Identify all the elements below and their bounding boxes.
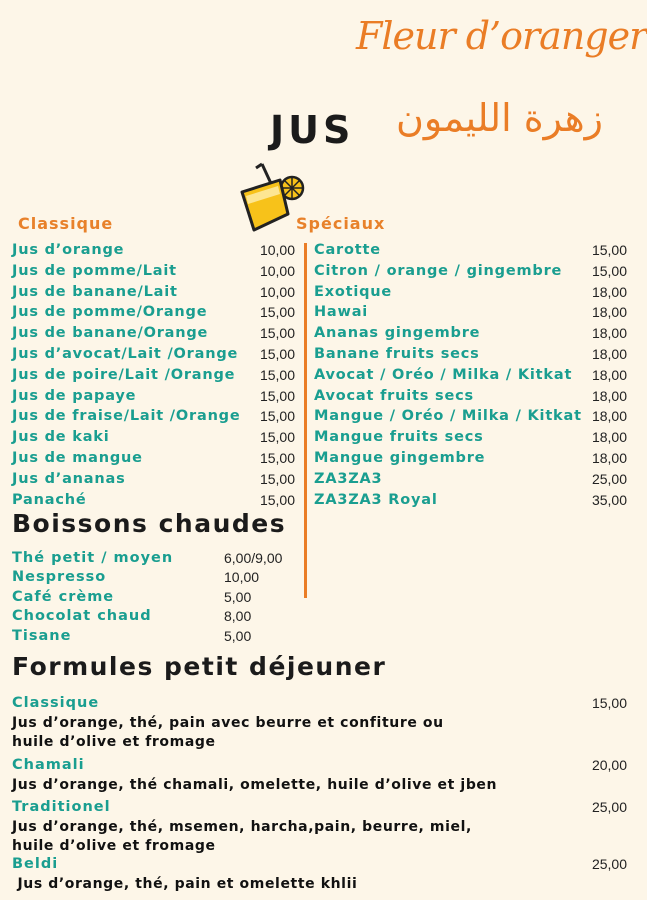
item-price: 15,00: [259, 366, 295, 383]
menu-item: [314, 427, 627, 447]
item-name: Jus de poire/Lait /Orange: [12, 366, 236, 383]
item-price: 10,00: [259, 283, 295, 300]
formule-name: Classique: [12, 695, 100, 711]
formule-name: Beldi: [12, 856, 59, 872]
item-name: Hawai: [314, 304, 369, 321]
menu-item: [12, 626, 251, 645]
item-name: Panaché: [12, 491, 87, 508]
menu-item: [314, 406, 627, 426]
item-price: 18,00: [591, 346, 627, 362]
menu-item: [12, 323, 295, 343]
item-price: 10,00: [224, 569, 260, 585]
item-name: Jus de papaye: [12, 387, 137, 404]
item-name: Jus de pomme/Lait: [12, 262, 177, 279]
item-name: Café crème: [12, 588, 115, 605]
formule-description: Jus d’orange, thé, msemen, harcha,pain, beurre, miel,: [12, 819, 472, 835]
item-price: 18,00: [591, 304, 627, 321]
item-price: 6,00/9,00: [224, 549, 283, 566]
item-price: 15,00: [591, 262, 627, 279]
formule-description: Jus d’orange, thé, pain avec beurre et confiture ou: [12, 715, 444, 731]
item-price: 15,00: [259, 346, 295, 362]
item-price: 15,00: [259, 491, 295, 508]
item-name: Jus de fraise/Lait /Orange: [12, 408, 241, 425]
item-name: Nespresso: [12, 569, 107, 585]
formule-name: Chamali: [12, 757, 85, 773]
item-name: Tisane: [12, 627, 72, 644]
formule-price: 25,00: [591, 799, 627, 815]
menu-item: [314, 490, 627, 510]
formule-price: 15,00: [591, 695, 627, 711]
menu-item: [12, 548, 282, 567]
item-name: ZA3ZA3 Royal: [314, 491, 438, 508]
item-price: 15,00: [259, 304, 295, 321]
menu-item: [314, 323, 627, 343]
menu-item: [12, 406, 295, 426]
formule-description: Jus d’orange, thé chamali, omelette, huile d’olive et jben: [12, 777, 498, 793]
item-price: 15,00: [259, 387, 295, 404]
menu-item: [314, 240, 627, 260]
item-price: 15,00: [259, 470, 295, 487]
menu-item: [314, 302, 627, 322]
menu-item: [12, 282, 295, 302]
item-price: 5,00: [224, 627, 252, 644]
item-price: 10,00: [259, 262, 295, 279]
menu-item: [12, 587, 251, 606]
formule-name: Traditionel: [12, 799, 111, 815]
item-name: Citron / orange / gingembre: [314, 262, 563, 279]
menu-item: [314, 448, 627, 468]
item-name: Banane fruits secs: [314, 346, 480, 362]
item-name: Avocat / Oréo / Milka / Kitkat: [314, 366, 573, 383]
item-price: 15,00: [259, 429, 295, 446]
menu-item: [314, 386, 627, 406]
item-name: Ananas gingembre: [314, 325, 481, 342]
item-price: 15,00: [259, 408, 295, 425]
formule-header: [12, 854, 627, 874]
menu-item: [12, 607, 251, 626]
item-name: Jus de mangue: [12, 450, 143, 466]
item-price: 15,00: [591, 242, 627, 258]
formule-description: huile d’olive et fromage: [12, 734, 216, 750]
item-name: ZA3ZA3: [314, 470, 383, 487]
menu-item: [12, 427, 295, 447]
item-price: 15,00: [259, 325, 295, 342]
item-name: Mangue gingembre: [314, 450, 486, 466]
menu-item: [12, 344, 295, 364]
item-name: Chocolat chaud: [12, 608, 152, 624]
formule-price: 25,00: [591, 856, 627, 872]
item-price: 10,00: [259, 242, 295, 258]
item-price: 18,00: [591, 450, 627, 466]
formule-header: [12, 755, 627, 775]
menu-item: [12, 365, 295, 385]
item-price: 18,00: [591, 387, 627, 404]
item-name: Carotte: [314, 242, 381, 258]
item-price: 18,00: [591, 325, 627, 342]
menu-item: [12, 568, 259, 587]
formules-heading: Formules petit déjeuner: [12, 652, 387, 681]
brand-name: Fleur d’oranger: [356, 14, 647, 58]
item-name: Jus de banane/Orange: [12, 325, 209, 342]
classique-heading: Classique: [18, 214, 114, 233]
menu-item: [12, 386, 295, 406]
item-name: Jus de kaki: [12, 429, 110, 446]
column-divider: [304, 243, 307, 598]
item-name: Jus d’ananas: [12, 470, 126, 487]
item-name: Thé petit / moyen: [12, 549, 174, 566]
item-name: Jus d’orange: [12, 242, 125, 258]
item-price: 5,00: [224, 588, 252, 605]
menu-item: [314, 365, 627, 385]
speciaux-heading: Spéciaux: [296, 214, 386, 233]
item-price: 18,00: [591, 429, 627, 446]
item-name: Mangue / Oréo / Milka / Kitkat: [314, 408, 582, 425]
menu-item: [12, 448, 295, 468]
menu-item: [314, 469, 627, 489]
item-price: 18,00: [591, 408, 627, 425]
item-price: 18,00: [591, 283, 627, 300]
boissons-heading: Boissons chaudes: [12, 509, 287, 538]
formule-description: huile d’olive et fromage: [12, 838, 216, 854]
menu-item: [314, 344, 627, 364]
page-title: JUS: [270, 108, 355, 152]
item-price: 8,00: [224, 608, 252, 624]
item-name: Avocat fruits secs: [314, 387, 474, 404]
menu-item: [314, 282, 627, 302]
formule-description: Jus d’orange, thé, pain et omelette khlii: [12, 876, 358, 892]
item-price: 15,00: [259, 450, 295, 466]
item-name: Mangue fruits secs: [314, 429, 484, 446]
item-price: 25,00: [591, 470, 627, 487]
formule-price: 20,00: [591, 757, 627, 773]
menu-item: [12, 490, 295, 510]
item-name: Jus de pomme/Orange: [12, 304, 208, 321]
item-name: Exotique: [314, 283, 393, 300]
menu-item: [12, 302, 295, 322]
menu-item: [12, 469, 295, 489]
formule-header: [12, 693, 627, 713]
item-name: Jus d’avocat/Lait /Orange: [12, 346, 239, 362]
item-price: 35,00: [591, 491, 627, 508]
brand-arabic: زهرة الليمون: [396, 96, 604, 140]
menu-item: [12, 261, 295, 281]
item-price: 18,00: [591, 366, 627, 383]
formule-header: [12, 797, 627, 817]
menu-item: [314, 261, 627, 281]
item-name: Jus de banane/Lait: [12, 283, 178, 300]
menu-item: [12, 240, 295, 260]
